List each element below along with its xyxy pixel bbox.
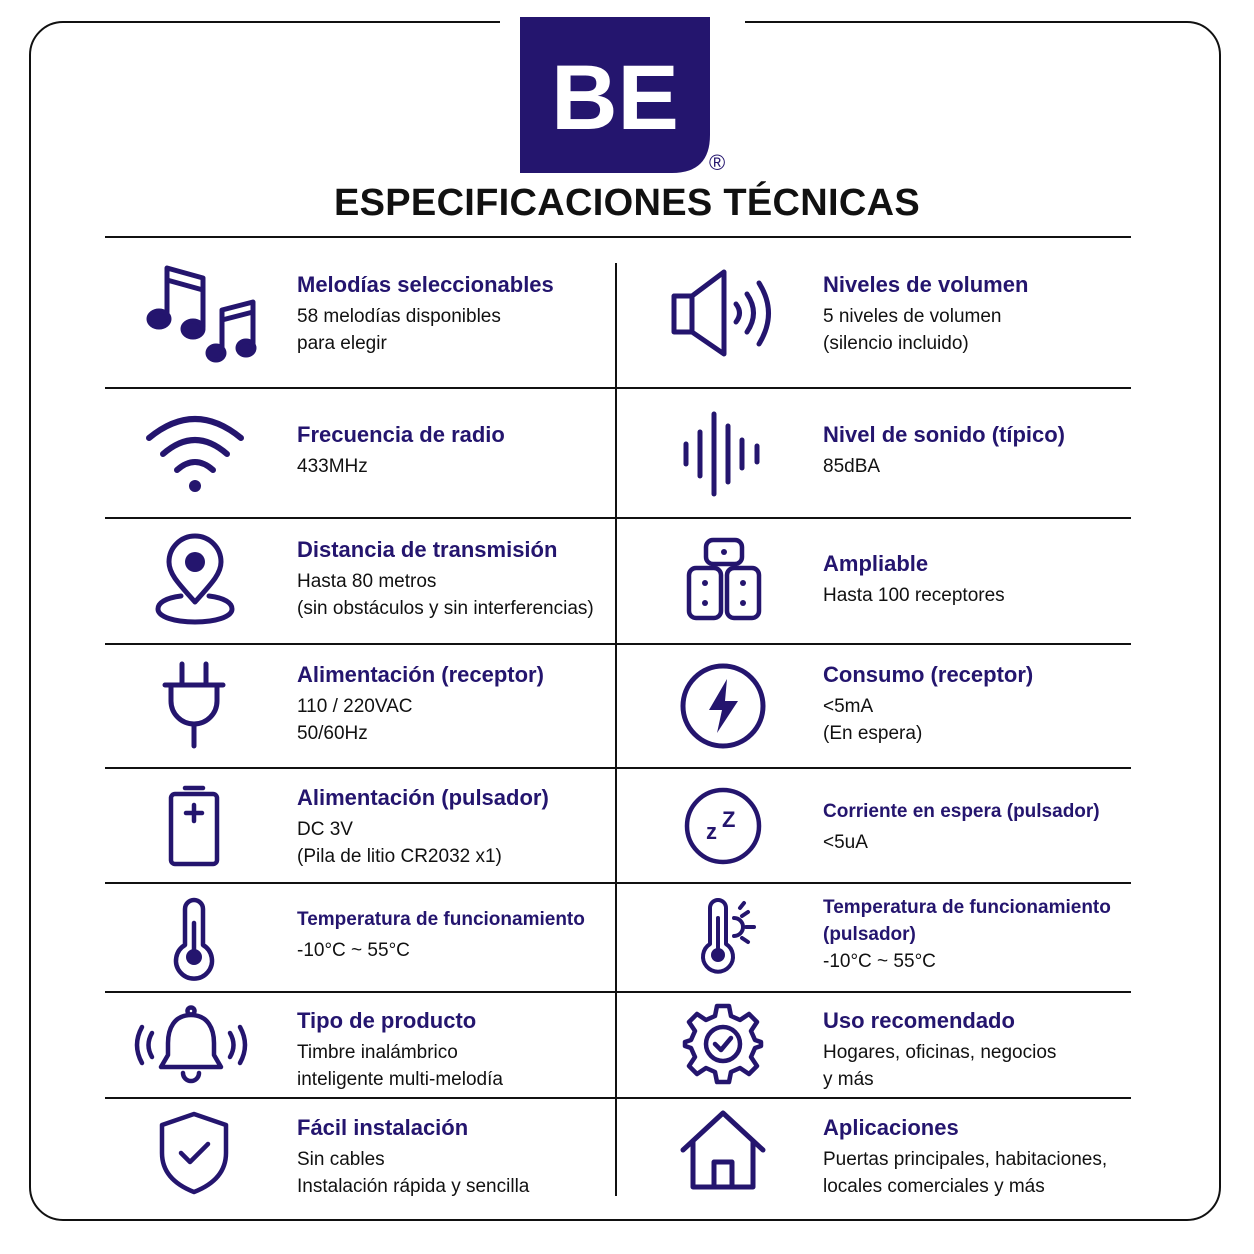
spec-line: 433MHz [297,456,368,477]
title-divider [105,236,1131,238]
spec-melodies [297,271,597,357]
spec-transmission-distance [297,536,597,622]
spec-heading: Distancia de transmisión [297,537,558,562]
spec-operating-temp [297,906,597,964]
spec-heading: Uso recomendado [823,1008,1015,1033]
battery-icon [168,785,220,867]
spec-heading: Consumo (receptor) [823,662,1034,687]
spec-heading: Alimentación (pulsador) [297,785,549,810]
logo-text: BE [551,47,679,149]
spec-heading: Temperatura de funcionamiento [823,897,1111,918]
page-title: ESPECIFICACIONES TÉCNICAS [333,182,921,224]
spec-line: y más [823,1069,874,1090]
gear-check-icon [682,1003,764,1085]
spec-easy-install [297,1114,597,1200]
spec-heading: Nivel de sonido (típico) [823,422,1066,447]
spec-radio-frequency [297,421,597,480]
row-divider [105,517,1131,519]
spec-applications [823,1114,1123,1200]
svg-text:Z: Z [722,807,736,832]
spec-heading: Aplicaciones [823,1115,959,1140]
spec-line: inteligente multi-melodía [297,1069,503,1090]
spec-line: DC 3V [297,819,353,840]
spec-line: Hogares, oficinas, negocios [823,1042,1057,1063]
spec-line: Puertas principales, habitaciones, [823,1149,1108,1170]
row-divider [105,767,1131,769]
row-divider [105,387,1131,389]
spec-heading: Fácil instalación [297,1115,469,1140]
house-icon [680,1110,766,1190]
column-divider [615,263,617,1196]
spec-line: para elegir [297,333,387,354]
spec-heading: Tipo de producto [297,1008,477,1033]
speaker-volume-icon [670,266,775,361]
spec-line: (En espera) [823,723,923,744]
spec-consumption-receiver [823,661,1123,747]
thermometer-icon [171,897,217,977]
spec-product-type [297,1007,597,1093]
spec-line: (Pila de litio CR2032 x1) [297,846,502,867]
spec-heading: Niveles de volumen [823,272,1029,297]
spec-power-receiver [297,661,597,747]
spec-line: -10°C ~ 55°C [297,940,410,961]
spec-line: 5 niveles de volumen [823,306,1002,327]
spec-heading: Ampliable [823,551,929,576]
spec-heading: Frecuencia de radio [297,422,505,447]
spec-line: -10°C ~ 55°C [823,951,936,972]
brand-logo [520,17,710,173]
spec-line: 85dBA [823,456,881,477]
spec-heading: Alimentación (receptor) [297,662,544,687]
spec-line: Instalación rápida y sencilla [297,1176,530,1197]
spec-line: (silencio incluido) [823,333,969,354]
spec-standby-current [823,798,1123,856]
location-pin-icon [155,536,235,626]
row-divider [105,882,1131,884]
row-divider [105,991,1131,993]
spec-line: 58 melodías disponibles [297,306,501,327]
spec-line: Sin cables [297,1149,385,1170]
spec-recommended-use [823,1007,1123,1093]
music-notes-icon [145,262,260,362]
spec-heading-continued: (pulsador) [823,924,916,945]
spec-line: <5uA [823,832,868,853]
spec-line: Hasta 80 metros [297,571,437,592]
spec-heading: Corriente en espera (pulsador) [823,801,1100,822]
wifi-icon [145,410,245,495]
svg-text:z: z [706,819,717,844]
spec-line: <5mA [823,696,874,717]
spec-line: 110 / 220VAC [297,696,413,717]
spec-sound-level [823,421,1123,480]
spec-operating-temp-button [823,894,1123,975]
power-plug-icon [163,661,225,749]
spec-line: Hasta 100 receptores [823,585,1005,606]
bell-ringing-icon [134,1005,248,1085]
spec-heading: Melodías seleccionables [297,272,554,297]
spec-line: Timbre inalámbrico [297,1042,458,1063]
spec-expandable [823,550,1123,609]
registered-mark: ® [709,150,726,175]
spec-volume-levels [823,271,1123,357]
sound-wave-icon [682,410,764,498]
spec-line: locales comerciales y más [823,1176,1045,1197]
thermometer-sun-icon [698,898,762,974]
receivers-icon [686,537,762,621]
spec-line: (sin obstáculos y sin interferencias) [297,598,594,619]
shield-check-icon [158,1111,230,1195]
spec-line: 50/60Hz [297,723,368,744]
row-divider [105,643,1131,645]
row-divider [105,1097,1131,1099]
spec-heading: Temperatura de funcionamiento [297,909,585,930]
sleep-icon [684,787,762,865]
spec-power-button [297,784,597,870]
lightning-icon [680,663,766,749]
